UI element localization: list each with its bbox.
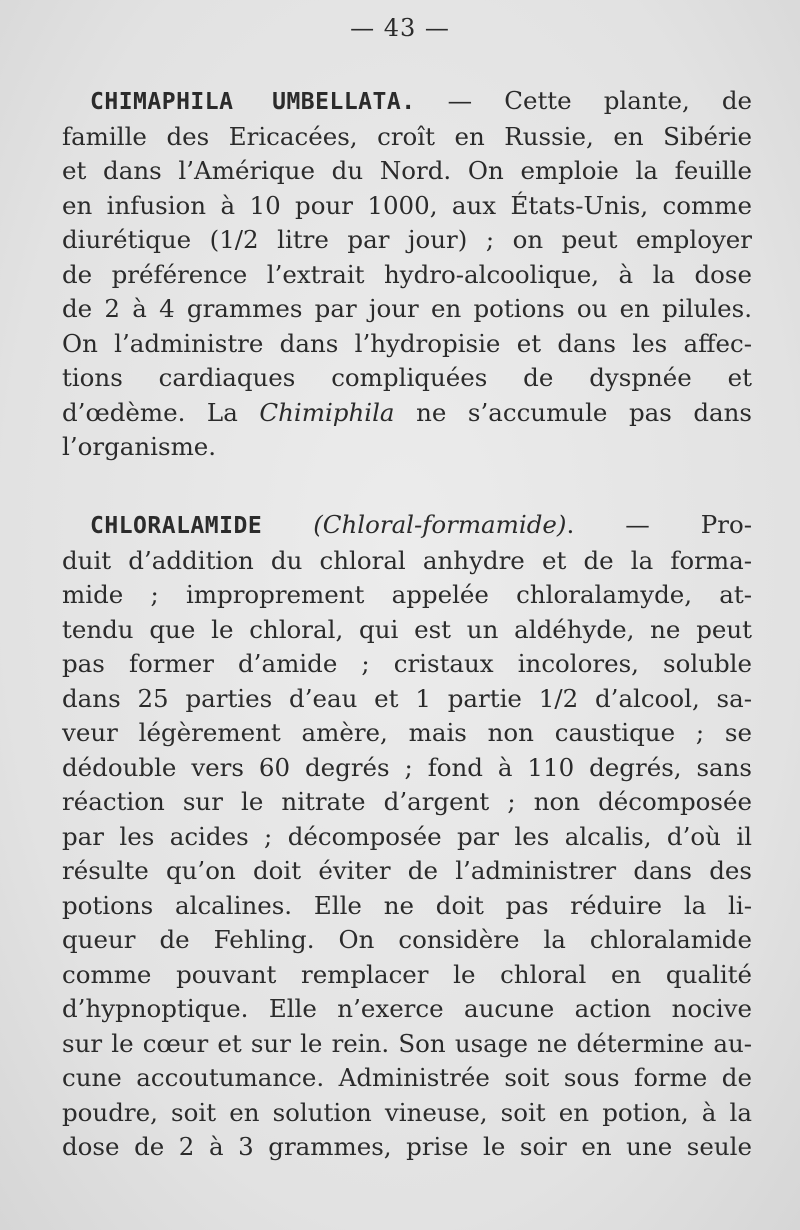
text-line: cune accoutumance. Administrée soit sous forme de (62, 1063, 752, 1092)
entry-chimaphila (62, 84, 752, 465)
text-line: On l’administre dans l’hydropisie et dans les affec- (62, 328, 752, 358)
text-line: dans 25 parties d’eau et 1 partie 1/2 d’alcool, sa- (62, 683, 752, 713)
text-line: l’organisme. (62, 432, 217, 461)
text-line: d’hypnoptique. Elle n’exerce aucune action nocive (62, 994, 752, 1023)
text-fragment: d’œdème. La (62, 397, 260, 427)
text-line-with-italic (62, 396, 752, 431)
text-line: sur le cœur et sur le rein. Son usage ne détermine au- (62, 1028, 752, 1058)
text-line: — Cette plante, de (447, 86, 752, 115)
text-line: et dans l’Amérique du Nord. On emploie la feuille (62, 156, 752, 185)
text-fragment: ne s’accumule pas dans (394, 397, 752, 427)
text-line: potions alcalines. Elle ne doit pas réduire la li- (62, 890, 752, 920)
text-line: dose de 2 à 3 grammes, prise le soir en une seule (62, 1132, 752, 1161)
entry-headword: CHIMAPHILA UMBELLATA. (90, 89, 416, 115)
text-line: queur de Fehling. On considère la chloralamide (62, 925, 752, 954)
text-line: diurétique (1/2 litre par jour) ; on peut employer (62, 225, 752, 254)
text-line: de préférence l’extrait hydro-alcoolique, à la dose (62, 259, 752, 289)
text-line: veur légèrement amère, mais non caustique ; se (62, 718, 752, 747)
text-line: mide ; improprement appelée chloralamyde, at- (62, 580, 752, 609)
italic-term: Chimiphila (259, 397, 395, 427)
entry-first-line (62, 508, 752, 544)
text-line: en infusion à 10 pour 1000, aux États-Unis, comme (62, 190, 752, 220)
text-line: pas former d’amide ; cristaux incolores, soluble (62, 649, 752, 678)
text-line: dédouble vers 60 degrés ; fond à 110 degrés, sans (62, 752, 752, 782)
text-line: de 2 à 4 grammes par jour en potions ou en pilules. (62, 294, 752, 323)
page-number: — 43 — (350, 14, 450, 42)
text-line: famille des Ericacées, croît en Russie, en Sibérie (62, 121, 752, 151)
text-line: tendu que le chloral, qui est un aldéhyde, ne peut (62, 614, 752, 644)
text-line: duit d’addition du chloral anhydre et de la forma- (62, 545, 752, 575)
text-line: résulte qu’on doit éviter de l’administrer dans des (62, 856, 752, 885)
entry-headword: CHLORALAMIDE (90, 513, 263, 539)
text-line: par les acides ; décomposée par les alcalis, d’où il (62, 821, 752, 851)
entry-subtitle: (Chloral-formamide) (313, 510, 567, 539)
text-line: poudre, soit en solution vineuse, soit en potion, à la (62, 1097, 752, 1127)
text-fragment: . — Pro- (566, 510, 752, 539)
text-line: tions cardiaques compliquées de dyspnée et (62, 363, 752, 392)
entry-first-line (62, 84, 752, 120)
text-line: comme pouvant remplacer le chloral en qualité (62, 959, 752, 989)
text-line: réaction sur le nitrate d’argent ; non décomposée (62, 787, 752, 816)
entry-chloralamide (62, 508, 752, 1165)
